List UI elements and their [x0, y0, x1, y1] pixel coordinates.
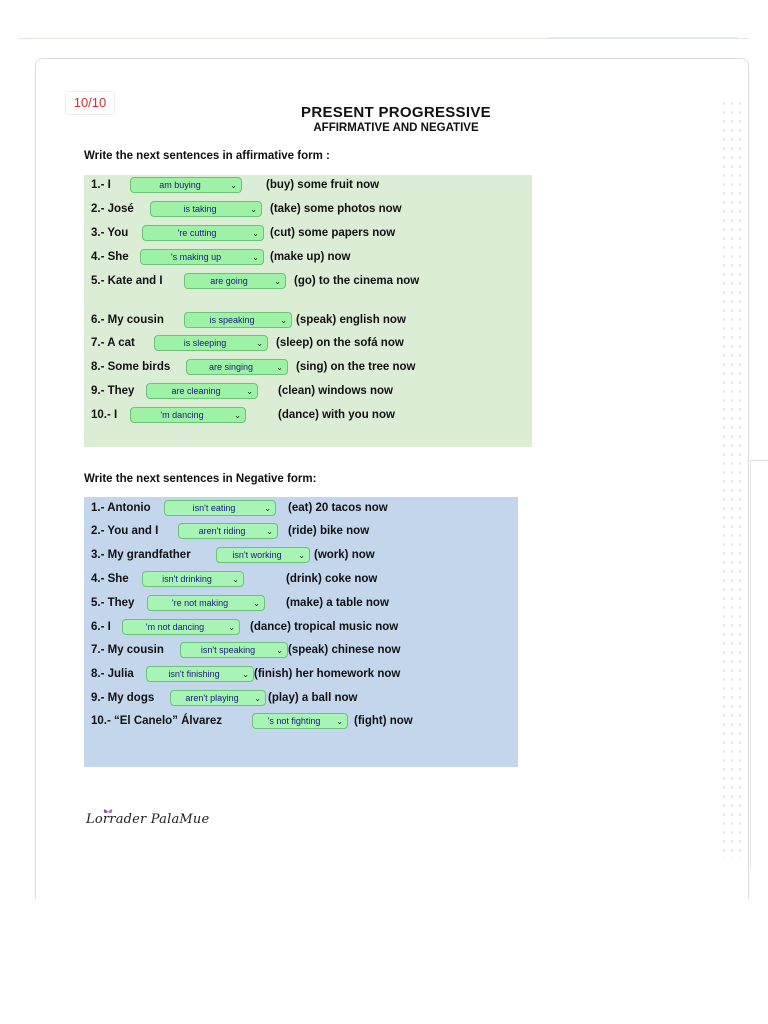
- answer-dropdown[interactable]: [130, 407, 246, 423]
- dot-pattern: [720, 99, 744, 859]
- row-lead: 3.- You: [91, 227, 129, 239]
- row-verb: (dance) tropical music now: [250, 621, 399, 633]
- exercise-row: [84, 405, 395, 425]
- chevron-down-icon: ⌄: [280, 316, 287, 325]
- row-lead: 6.- I: [91, 621, 111, 633]
- row-verb: (sleep) on the sofá now: [276, 337, 404, 349]
- answer-dropdown[interactable]: [154, 335, 268, 351]
- exercise-row: [84, 545, 375, 565]
- answer-dropdown[interactable]: [147, 595, 265, 611]
- chevron-down-icon: ⌄: [230, 181, 237, 190]
- row-lead: 8.- Some birds: [91, 361, 171, 373]
- row-verb: (make) a table now: [286, 597, 389, 609]
- answer-value: am buying: [159, 180, 201, 190]
- author-signature: Lorrader PalaMue: [86, 812, 210, 827]
- answer-value: isn't eating: [192, 503, 236, 513]
- row-verb: (fight) now: [354, 715, 413, 727]
- row-verb: (ride) bike now: [288, 525, 370, 537]
- row-lead: 1.- I: [91, 179, 111, 191]
- chevron-down-icon: ⌄: [228, 623, 235, 632]
- answer-dropdown[interactable]: [146, 383, 258, 399]
- answer-value: is taking: [183, 204, 217, 214]
- row-verb: (take) some photos now: [270, 203, 402, 215]
- negative-panel: [84, 497, 518, 767]
- answer-value: 'm dancing: [160, 410, 204, 420]
- affirmative-panel: [84, 175, 532, 447]
- answer-value: 'm not dancing: [145, 622, 205, 632]
- row-lead: 6.- My cousin: [91, 314, 164, 326]
- exercise-row: [84, 498, 388, 518]
- exercise-row: [84, 688, 358, 708]
- answer-dropdown[interactable]: [140, 249, 264, 265]
- answer-value: 're not making: [171, 598, 229, 608]
- row-lead: 8.- Julia: [91, 668, 134, 680]
- answer-dropdown[interactable]: [252, 713, 348, 729]
- row-lead: 2.- José: [91, 203, 134, 215]
- exercise-row: [84, 357, 416, 377]
- exercise-row: [84, 640, 401, 660]
- affirmative-instruction: Write the next sentences in affirmative form :: [84, 150, 330, 162]
- exercise-row: [84, 381, 394, 401]
- exercise-row: [84, 271, 420, 291]
- answer-dropdown[interactable]: [142, 571, 244, 587]
- exercise-row: [84, 617, 399, 637]
- row-lead: 5.- They: [91, 597, 135, 609]
- row-verb: (sing) on the tree now: [296, 361, 416, 373]
- page-title: PRESENT PROGRESSIVE: [301, 104, 491, 121]
- chevron-down-icon: ⌄: [298, 551, 305, 560]
- answer-dropdown[interactable]: [178, 523, 278, 539]
- row-lead: 10.- “El Canelo” Álvarez: [91, 715, 223, 727]
- chevron-down-icon: ⌄: [264, 504, 271, 513]
- chevron-down-icon: ⌄: [336, 717, 343, 726]
- chevron-down-icon: ⌄: [276, 363, 283, 372]
- answer-value: are singing: [208, 362, 254, 372]
- page-subtitle: AFFIRMATIVE AND NEGATIVE: [313, 122, 479, 134]
- chevron-down-icon: ⌄: [256, 339, 263, 348]
- row-verb: (clean) windows now: [278, 385, 394, 397]
- exercise-row: [84, 247, 351, 267]
- row-lead: 2.- You and I: [91, 525, 159, 537]
- chevron-down-icon: ⌄: [254, 694, 261, 703]
- row-verb: (finish) her homework now: [254, 668, 401, 680]
- chevron-down-icon: ⌄: [274, 277, 281, 286]
- row-lead: 4.- She: [91, 573, 129, 585]
- row-lead: 9.- My dogs: [91, 692, 155, 704]
- chevron-down-icon: ⌄: [252, 253, 259, 262]
- chevron-down-icon: ⌄: [246, 387, 253, 396]
- row-lead: 7.- A cat: [91, 337, 135, 349]
- side-divider: [748, 460, 768, 461]
- chevron-down-icon: ⌄: [266, 527, 273, 536]
- row-lead: 4.- She: [91, 251, 129, 263]
- row-lead: 9.- They: [91, 385, 135, 397]
- exercise-row: [84, 175, 380, 195]
- row-lead: 3.- My grandfather: [91, 549, 191, 561]
- row-verb: (buy) some fruit now: [266, 179, 380, 191]
- row-lead: 5.- Kate and I: [91, 275, 163, 287]
- answer-value: aren't riding: [198, 526, 246, 536]
- score-badge: 10/10: [65, 91, 115, 115]
- answer-value: aren't playing: [185, 693, 239, 703]
- answer-value: isn't finishing: [168, 669, 220, 679]
- exercise-row: [84, 333, 404, 353]
- chevron-down-icon: ⌄: [250, 205, 257, 214]
- row-lead: 1.- Antonio: [91, 502, 151, 514]
- row-lead: 10.- I: [91, 409, 118, 421]
- answer-value: is speaking: [209, 315, 255, 325]
- answer-dropdown[interactable]: [186, 359, 288, 375]
- row-verb: (speak) chinese now: [288, 644, 401, 656]
- answer-dropdown[interactable]: [142, 225, 264, 241]
- exercise-row: [84, 664, 401, 684]
- answer-value: isn't speaking: [200, 645, 256, 655]
- exercise-row: [84, 310, 406, 330]
- exercise-row: [84, 593, 389, 613]
- answer-dropdown[interactable]: [150, 201, 262, 217]
- chevron-down-icon: ⌄: [253, 599, 260, 608]
- row-verb: (speak) english now: [296, 314, 406, 326]
- answer-dropdown[interactable]: [122, 619, 240, 635]
- answer-dropdown[interactable]: [130, 177, 242, 193]
- top-divider-accent: [548, 37, 738, 39]
- exercise-row: [84, 711, 413, 731]
- chevron-down-icon: ⌄: [242, 670, 249, 679]
- chevron-down-icon: ⌄: [232, 575, 239, 584]
- answer-dropdown[interactable]: [180, 642, 288, 658]
- row-verb: (go) to the cinema now: [294, 275, 420, 287]
- answer-value: isn't drinking: [162, 574, 212, 584]
- answer-dropdown[interactable]: [184, 312, 292, 328]
- side-divider-vertical: [750, 460, 751, 870]
- answer-dropdown[interactable]: [184, 273, 286, 289]
- row-lead: 7.- My cousin: [91, 644, 164, 656]
- row-verb: (work) now: [314, 549, 375, 561]
- exercise-row: [84, 569, 378, 589]
- answer-dropdown[interactable]: [146, 666, 254, 682]
- answer-value: are going: [210, 276, 248, 286]
- row-verb: (cut) some papers now: [270, 227, 396, 239]
- chevron-down-icon: ⌄: [252, 229, 259, 238]
- row-verb: (make up) now: [270, 251, 351, 263]
- answer-value: is sleeping: [183, 338, 227, 348]
- row-verb: (play) a ball now: [268, 692, 358, 704]
- chevron-down-icon: ⌄: [276, 646, 283, 655]
- row-verb: (drink) coke now: [286, 573, 378, 585]
- exercise-row: [84, 199, 402, 219]
- row-verb: (dance) with you now: [278, 409, 395, 421]
- answer-value: isn't working: [232, 550, 282, 560]
- answer-value: 's making up: [170, 252, 222, 262]
- answer-value: are cleaning: [171, 386, 221, 396]
- chevron-down-icon: ⌄: [234, 411, 241, 420]
- negative-instruction: Write the next sentences in Negative form:: [84, 473, 317, 485]
- exercise-row: [84, 223, 396, 243]
- row-verb: (eat) 20 tacos now: [288, 502, 388, 514]
- answer-value: 's not fighting: [267, 716, 321, 726]
- answer-dropdown[interactable]: [170, 690, 266, 706]
- answer-dropdown[interactable]: [216, 547, 310, 563]
- answer-value: 're cutting: [177, 228, 217, 238]
- exercise-row: [84, 521, 370, 541]
- answer-dropdown[interactable]: [164, 500, 276, 516]
